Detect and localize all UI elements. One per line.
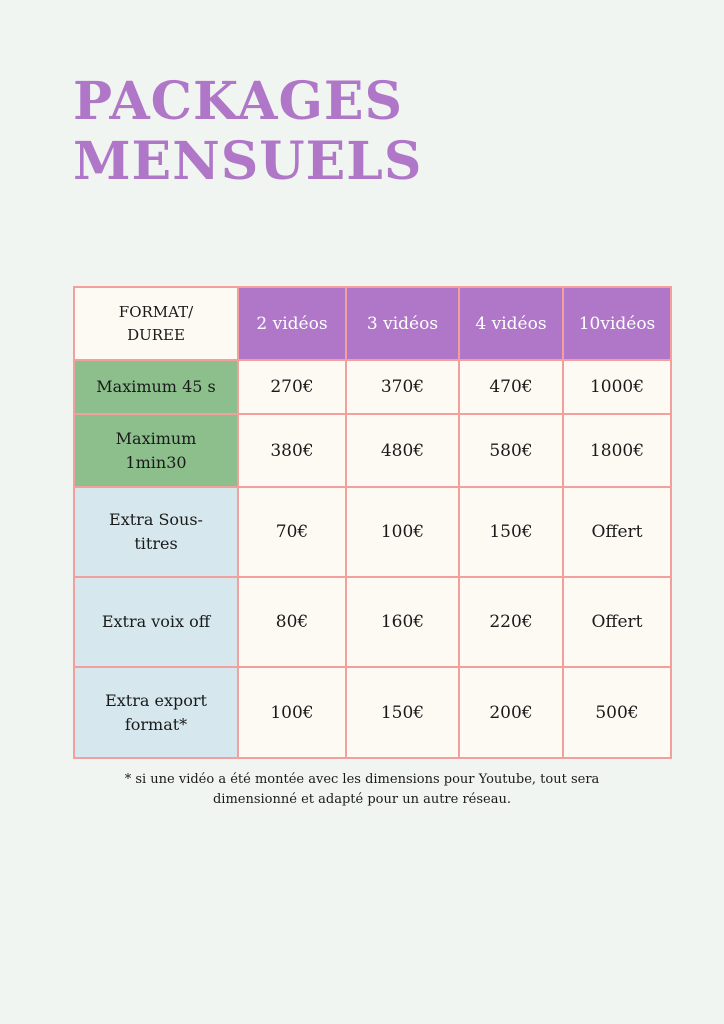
- page-title-line-2: MENSUELS: [73, 131, 423, 192]
- table-header-row: [74, 287, 671, 360]
- footnote-line-2: dimensionné et adapté pour un autre réseau.: [212, 792, 511, 807]
- price-cell: 220€: [459, 577, 563, 667]
- price-cell: 160€: [346, 577, 459, 667]
- footnote-line-1: * si une vidéo a été montée avec les dimensions pour Youtube, tout sera: [124, 772, 600, 787]
- table-row: [74, 487, 671, 577]
- price-cell: Offert: [563, 487, 671, 577]
- corner-header-cell: [74, 287, 238, 360]
- price-cell: 470€: [459, 360, 563, 414]
- row-label-line-2: format*: [124, 714, 188, 734]
- table-row: [74, 360, 671, 414]
- row-label-cell: [74, 577, 238, 667]
- table-row: [74, 577, 671, 667]
- page-title: [73, 72, 422, 192]
- price-cell: 500€: [563, 667, 671, 758]
- price-cell: 80€: [238, 577, 346, 667]
- column-header-3-videos: 3 vidéos: [346, 287, 459, 360]
- column-header-2-videos: 2 vidéos: [238, 287, 346, 360]
- price-cell: 150€: [346, 667, 459, 758]
- price-cell: 70€: [238, 487, 346, 577]
- row-label-line-2: titres: [134, 534, 178, 553]
- price-cell: 100€: [238, 667, 346, 758]
- row-label-line-1: Extra Sous-: [109, 510, 203, 529]
- table-row: [74, 414, 671, 487]
- price-cell: 1000€: [563, 360, 671, 414]
- row-label-cell: [74, 414, 238, 487]
- row-label-cell: [74, 667, 238, 758]
- pricing-table: [73, 286, 672, 759]
- column-header-10-videos: 10vidéos: [563, 287, 671, 360]
- price-cell: 150€: [459, 487, 563, 577]
- column-header-4-videos: 4 vidéos: [459, 287, 563, 360]
- price-cell: 200€: [459, 667, 563, 758]
- price-cell: 100€: [346, 487, 459, 577]
- row-label-line-1: Extra voix off: [101, 612, 211, 631]
- row-label-line-1: Extra export: [105, 690, 207, 710]
- table-row: [74, 667, 671, 758]
- price-cell: 370€: [346, 360, 459, 414]
- row-label-line-2: 1min30: [125, 452, 187, 472]
- row-label-cell: [74, 360, 238, 414]
- price-cell: 580€: [459, 414, 563, 487]
- page-title-line-1: PACKAGES: [73, 71, 404, 132]
- row-label-line-1: Maximum: [115, 428, 197, 448]
- footnote: [100, 770, 624, 810]
- row-label-cell: [74, 487, 238, 577]
- corner-header-line-2: DUREE: [127, 325, 185, 344]
- price-cell: 1800€: [563, 414, 671, 487]
- price-cell: 270€: [238, 360, 346, 414]
- corner-header-line-1: FORMAT/: [118, 302, 194, 321]
- price-cell: 380€: [238, 414, 346, 487]
- price-cell: Offert: [563, 577, 671, 667]
- price-cell: 480€: [346, 414, 459, 487]
- row-label-line-1: Maximum 45 s: [96, 377, 216, 396]
